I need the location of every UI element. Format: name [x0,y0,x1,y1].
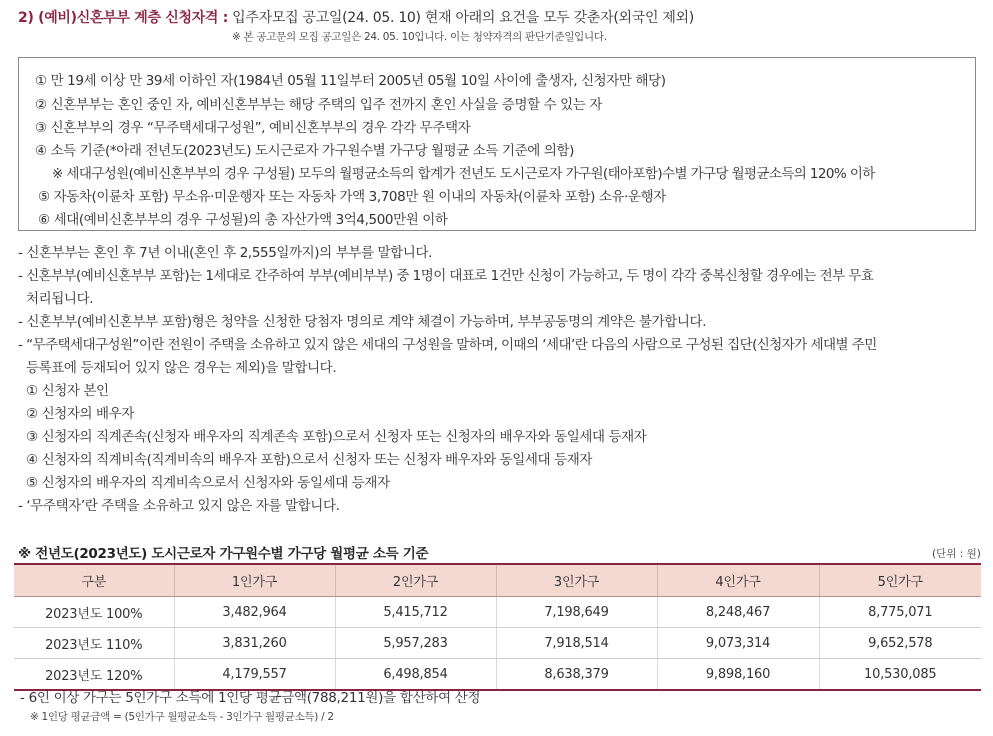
announcement-date-note: ※ 본 공고문의 모집 공고일은 24. 05. 10입니다. 이는 청약자격의 판단기준일입니다. [232,31,607,43]
note-line: - “무주택세대구성원”이란 전원이 주택을 소유하고 있지 않은 세대의 구성원을 말하며, 이때의 ‘세대’란 다음의 사람으로 구성된 집단(신청자가 세대별 주민 [18,337,877,353]
table-cell: 8,775,071 [819,597,981,628]
table-cell: 6,498,854 [335,659,496,691]
column-header: 구분 [14,564,174,597]
table-cell: 5,957,283 [335,628,496,659]
income-table-unit: (단위 : 원) [932,548,981,560]
column-header: 1인가구 [174,564,335,597]
requirement-item: ④ 소득 기준(*아래 전년도(2023년도) 도시근로자 가구원수별 가구당 월평균 소득 기준에 의함) [35,143,574,159]
column-header: 2인가구 [335,564,496,597]
table-cell: 8,248,467 [657,597,819,628]
income-table-title: ※ 전년도(2023년도) 도시근로자 가구원수별 가구당 월평균 소득 기준 [18,546,429,562]
row-label-cell: 2023년도 110% [14,628,174,659]
household-member-item: ⑤ 신청자의 배우자의 직계비속으로서 신청자와 동일세대 등재자 [26,475,390,491]
table-row [14,597,981,628]
income-table-header-row [14,564,981,597]
requirement-subnote: ※ 세대구성원(예비신혼부부의 경우 구성될) 모두의 월평균소득의 합계가 전년도 도시근로자 가구원(태아포함)수별 가구당 월평균소득의 120% 이하 [52,166,875,182]
footer-formula-note: ※ 1인당 평균금액 = (5인가구 월평균소득 - 3인가구 월평균소득) / 2 [30,711,334,723]
table-cell: 8,638,379 [496,659,657,691]
section-heading [18,7,694,27]
table-cell: 9,652,578 [819,628,981,659]
requirement-item: ⑤ 자동차(이륜차 포함) 무소유·미운행자 또는 자동차 가액 3,708만 원 이내의 자동차(이륜차 포함) 소유·운행자 [38,189,666,205]
table-cell: 10,530,085 [819,659,981,691]
table-cell: 7,198,649 [496,597,657,628]
table-cell: 4,179,557 [174,659,335,691]
table-cell: 9,898,160 [657,659,819,691]
note-line: - 신혼부부는 혼인 후 7년 이내(혼인 후 2,555일까지)의 부부를 말합니다. [18,245,432,261]
table-cell: 7,918,514 [496,628,657,659]
note-line: 처리됩니다. [26,291,94,307]
column-header: 3인가구 [496,564,657,597]
requirement-item: ⑥ 세대(예비신혼부부의 경우 구성될)의 총 자산가액 3억4,500만원 이하 [38,212,448,228]
row-label-cell: 2023년도 100% [14,597,174,628]
household-member-item: ③ 신청자의 직계존속(신청자 배우자의 직계존속 포함)으로서 신청자 또는 신청자의 배우자와 동일세대 등재자 [26,429,647,445]
note-line: - 신혼부부(예비신혼부부 포함)형은 청약을 신청한 당첨자 명의로 계약 체결이 가능하며, 부부공동명의 계약은 불가합니다. [18,314,707,330]
column-header: 4인가구 [657,564,819,597]
table-cell: 5,415,712 [335,597,496,628]
note-line: - 신혼부부(예비신혼부부 포함)는 1세대로 간주하여 부부(예비부부) 중 1명이 대표로 1건만 신청이 가능하고, 두 명이 각각 중복신청할 경우에는 전부 무효 [18,268,874,284]
table-cell: 3,482,964 [174,597,335,628]
requirement-item: ② 신혼부부는 혼인 중인 자, 예비신혼부부는 해당 주택의 입주 전까지 혼인 사실을 증명할 수 있는 자 [35,97,602,113]
table-row [14,628,981,659]
section-heading-text: 입주자모집 공고일(24. 05. 10) 현재 아래의 요건을 모두 갖춘자(외국인 제외) [228,10,694,26]
section-heading-label: 2) (예비)신혼부부 계층 신청자격 : [18,10,229,26]
household-member-item: ② 신청자의 배우자 [26,406,134,422]
footer-note: - 6인 이상 가구는 5인가구 소득에 1인당 평균금액(788,211원)을 합산하여 산정 [20,690,481,706]
column-header: 5인가구 [819,564,981,597]
requirement-item: ① 만 19세 이상 만 39세 이하인 자(1984년 05월 11일부터 2005년 05월 10일 사이에 출생자, 신청자만 해당) [35,73,666,89]
requirement-item: ③ 신혼부부의 경우 “무주택세대구성원”, 예비신혼부부의 경우 각각 무주택자 [35,120,471,136]
note-line: - ‘무주택자’란 주택을 소유하고 있지 않은 자를 말합니다. [18,498,340,514]
table-cell: 9,073,314 [657,628,819,659]
household-member-item: ① 신청자 본인 [26,383,109,399]
income-table [14,563,981,691]
note-line: 등록표에 등재되어 있지 않은 경우는 제외)을 말합니다. [26,360,337,376]
row-label-cell: 2023년도 120% [14,659,174,691]
household-member-item: ④ 신청자의 직계비속(직계비속의 배우자 포함)으로서 신청자 또는 신청자 배우자와 동일세대 등재자 [26,452,592,468]
table-cell: 3,831,260 [174,628,335,659]
